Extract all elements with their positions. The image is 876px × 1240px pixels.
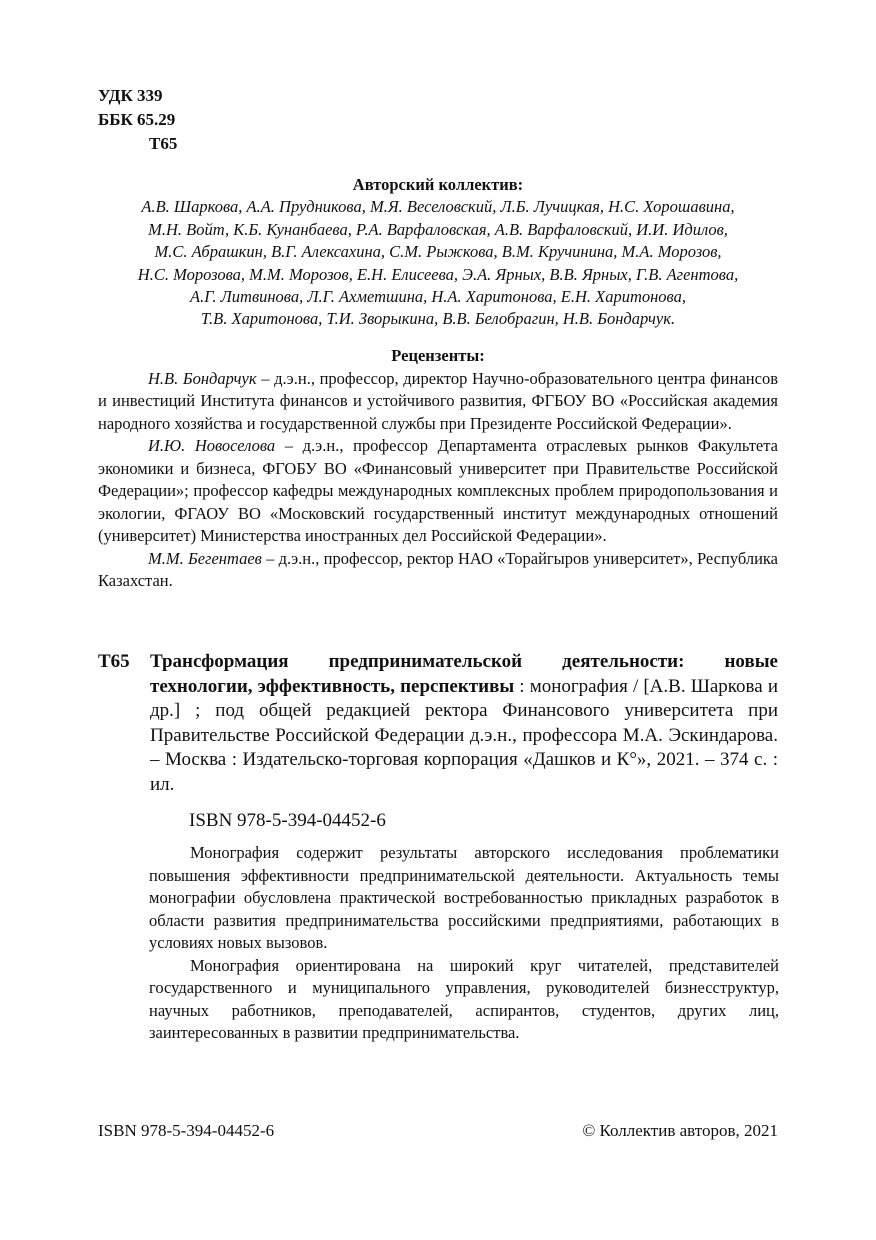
authors-line: А.В. Шаркова, А.А. Прудникова, М.Я. Веселовский, Л.Б. Лучицкая, Н.С. Хорошавина, [141,197,735,217]
reviewer-entry [98,368,778,436]
bbk-code: ББК 65.29 [98,110,176,129]
bibliographic-record [98,650,778,797]
abstract-paragraph: Монография ориентирована на широкий круг читателей, представителей государственного и муниципального управления, руководителей бизнесструктур, научных работников, преподавателей, аспирантов, студентов, других лиц, заинтересованных в развитии предпринимательства. [149,955,779,1042]
authors-line: М.Н. Войт, К.Б. Кунанбаева, Р.А. Варфаловская, А.В. Варфаловский, И.И. Идилов, [148,219,728,239]
classification-block [98,84,177,156]
reviewers-heading: Рецензенты: [391,346,485,365]
reviewer-entry [98,435,778,548]
authors-line: Т.В. Харитонова, Т.И. Зворыкина, В.В. Белобрагин, Н.В. Бондарчук. [200,309,676,329]
abstract-paragraph: Монография содержит результаты авторского исследования проблематики повышения эффективности предпринимательской деятельности. Актуальность темы монографии обусловлена практической востребованностью прикладных разработок в области развития предпринимательства российскими предприятиями, работающих в условиях новых вызовов. [149,843,779,952]
udk-code: УДК 339 [98,86,163,105]
bibliographic-description [150,650,778,797]
reviewer-name: Н.В. Бондарчук [148,368,257,388]
authors-block [98,174,778,331]
reviewers-block [98,345,778,593]
reviewer-details: – д.э.н., профессор, директор Научно-образовательного центра финансов и инвестиций Института финансов и устойчивого развития, ФГБОУ ВО «Российская академия народного хозяйства и государственной службы при Президенте Российской Федерации». [98,368,778,433]
reviewer-name: М.М. Бегентаев [148,548,262,568]
authors-heading: Авторский коллектив: [352,175,524,194]
abstract-block [149,842,779,1045]
authors-line: М.С. Абрашкин, В.Г. Алексахина, С.М. Рыжкова, В.М. Кручинина, М.А. Морозов, [154,242,722,262]
reviewer-details: – д.э.н., профессор Департамента отраслевых рынков Факультета экономики и бизнеса, ФГОБУ ВО «Финансовый университет при Правительстве Российской Федерации»; профессор кафедры международных комплексных проблем природопользования и экологии, ФГАОУ ВО «Московский государственный институт международных отношений (университет) Министерства иностранных дел Российской Федерации». [98,436,778,545]
reviewer-details: – д.э.н., профессор, ректор НАО «Торайгыров университет», Республика Казахстан. [98,548,778,590]
author-sign: Т65 [149,134,178,153]
footer-isbn: ISBN 978-5-394-04452-6 [98,1121,275,1140]
isbn-line: ISBN 978-5-394-04452-6 [189,810,386,831]
footer-copyright: © Коллектив авторов, 2021 [582,1121,778,1140]
reviewer-name: И.Ю. Новоселова [148,436,276,455]
authors-line: А.Г. Литвинова, Л.Г. Ахметшина, Н.А. Харитонова, Е.Н. Харитонова, [190,287,686,307]
authors-line: Н.С. Морозова, М.М. Морозов, Е.Н. Елисеева, Э.А. Ярных, В.В. Ярных, Г.В. Агентова, [137,264,739,284]
book-title: Трансформация предпринимательской деятельности: новые технологии, эффективность, перспективы [150,651,778,697]
reviewer-entry [98,548,778,593]
bibliographic-details: : монография / [А.В. Шаркова и др.] ; под общей редакцией ректора Финансового университета при Правительстве Российской Федерации д.э.н., профессора М.А. Эскиндарова. – Москва : Издательско-торговая корпорация «Дашков и К°», 2021. – 374 с. : ил. [150,675,779,795]
bibliographic-code: Т65 [98,651,130,672]
